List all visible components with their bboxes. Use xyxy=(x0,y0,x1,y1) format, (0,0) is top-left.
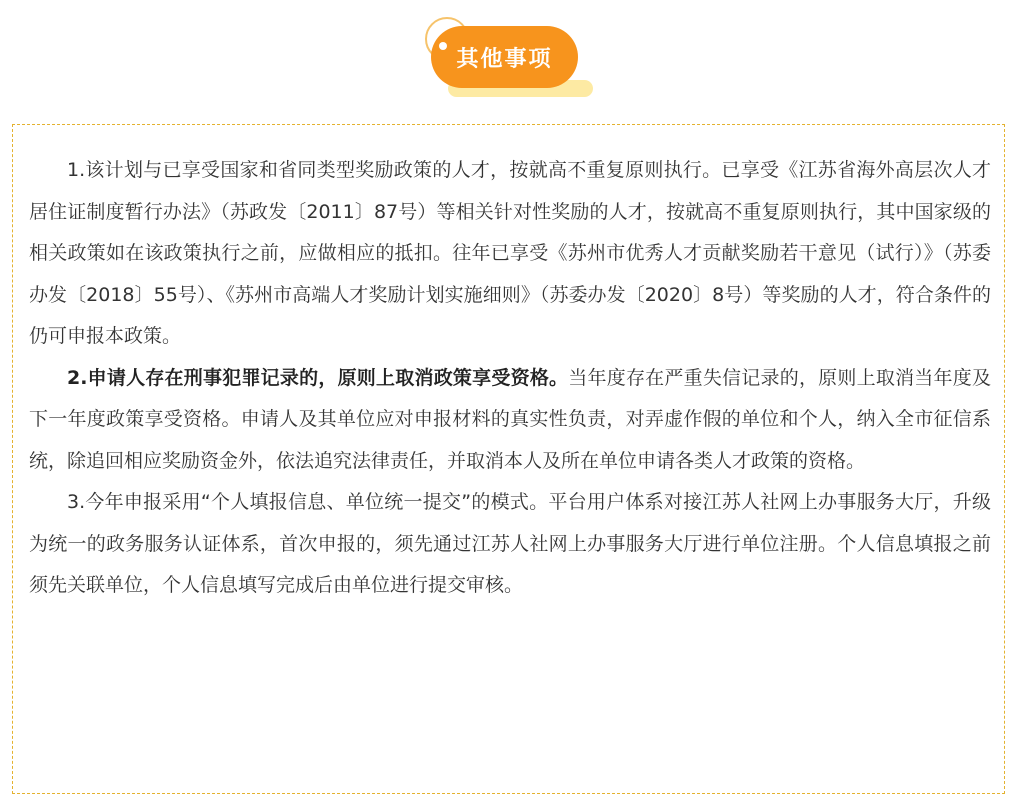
paragraph-text: 当年度存在严重失信记录的，原则上取消当年度及下一年度政策享受资格。申请人及其单位应对申报材料的真实性负责，对弄虚作假的单位和个人，纳入全市征信系统，除追回相应奖励资金外，依法追究法律责任，并取消本人及所在单位申请各类人才政策的资格。 xyxy=(29,366,991,472)
paragraph-item-1 xyxy=(29,150,991,358)
paragraph-item-3 xyxy=(29,482,991,607)
content-body xyxy=(29,150,991,607)
section-header xyxy=(0,0,1022,110)
section-title-badge xyxy=(431,26,578,88)
paragraph-text: 3.今年申报采用“个人填报信息、单位统一提交”的模式。平台用户体系对接江苏人社网上办事服务大厅，升级为统一的政务服务认证体系，首次申报的，须先通过江苏人社网上办事服务大厅进行单位注册。个人信息填报之前须先关联单位，个人信息填写完成后由单位进行提交审核。 xyxy=(29,491,991,596)
paragraph-bold-lead: 2.申请人存在刑事犯罪记录的，原则上取消政策享受资格。 xyxy=(67,366,569,389)
paragraph-item-2 xyxy=(29,358,991,483)
section-title: 其他事项 xyxy=(456,46,553,72)
paragraph-text: 1.该计划与已享受国家和省同类型奖励政策的人才，按就高不重复原则执行。已享受《江苏省海外高层次人才居住证制度暂行办法》（苏政发〔2011〕87号）等相关针对性奖励的人才，按就高不重复原则执行，其中国家级的相关政策如在该政策执行之前，应做相应的抵扣。往年已享受《苏州市优秀人才贡献奖励若干意见（试行）》（苏委办发〔2018〕55号）、《苏州市高端人才奖励计划实施细则》（苏委办发〔2020〕8号）等奖励的人才，符合条件的仍可申报本政策。 xyxy=(29,159,991,347)
decorative-dot xyxy=(439,42,447,50)
